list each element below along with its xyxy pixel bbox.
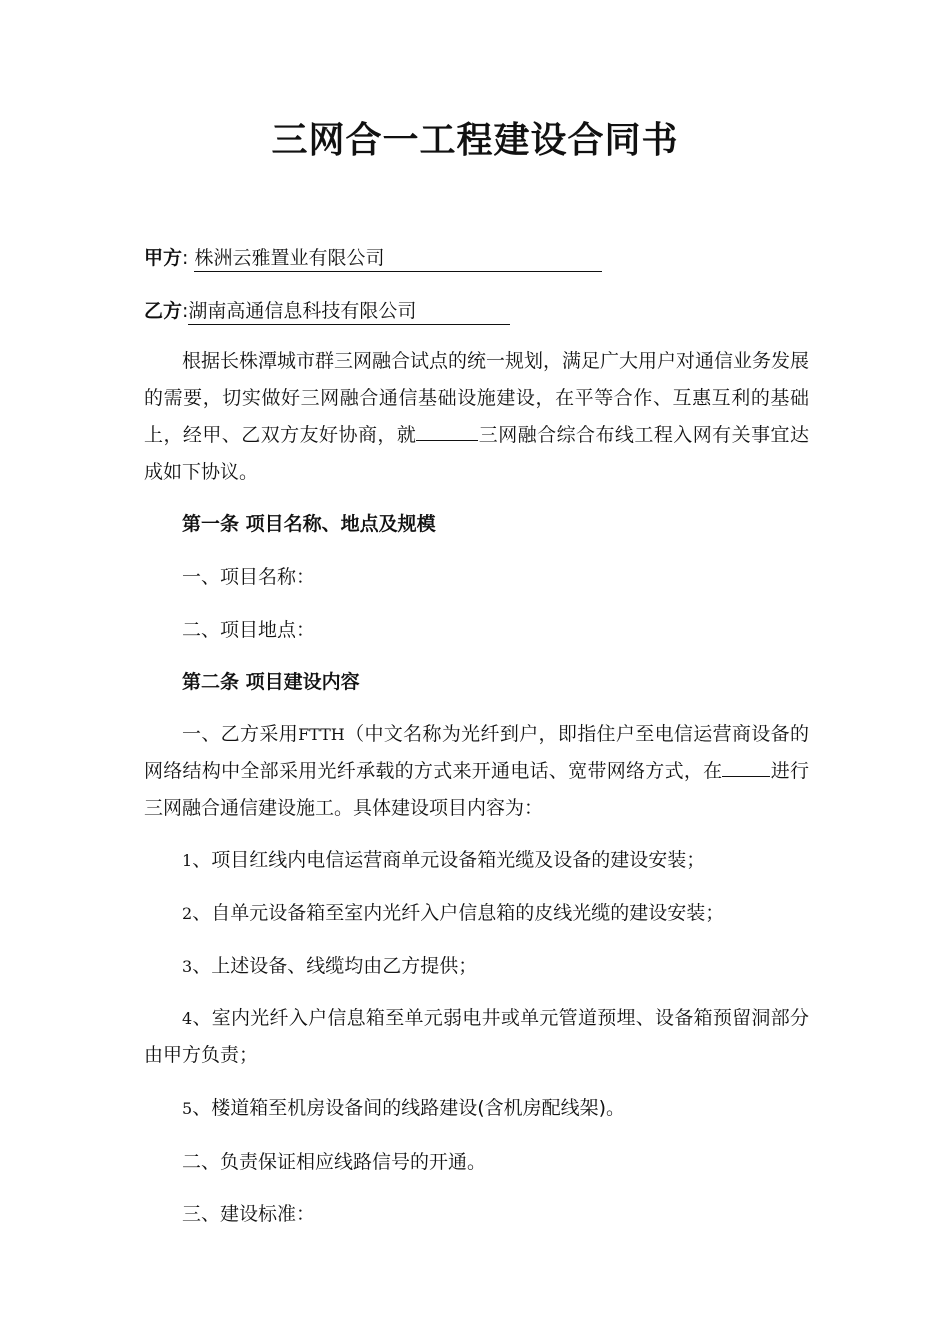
article-2-heading: 第二条 项目建设内容 [182, 671, 360, 693]
project-name-item: 一、项目名称： [182, 566, 316, 588]
sub-item-5 [182, 1090, 847, 1127]
signal-item: 二、负责保证相应线路信号的开通。 [182, 1151, 487, 1173]
party-b-value: 湖南高通信息科技有限公司 [188, 298, 510, 325]
party-a-label: 甲方 [144, 247, 183, 269]
intro-paragraph [144, 343, 809, 491]
intro-text-1: 根据长株潭城市群三网融合试点的统一规划，满足广大用户对通信业务发展的需要，切实做好三网融合通信基础设施建设，在平等合作、互惠互利的基础上，经甲、乙双方友好协商，就 [144, 350, 810, 446]
sub-item-2-number: 2 [182, 904, 193, 923]
sub-item-2-text: 、自单元设备箱至室内光纤入户信息箱的皮线光缆的建设安装； [192, 902, 725, 924]
standard-item: 三、建设标准： [182, 1203, 316, 1225]
sub-item-2 [182, 895, 847, 932]
sub-item-4-text: 、室内光纤入户信息箱至单元弱电井或单元管道预埋、设备箱预留洞部分由甲方负责； [144, 1007, 809, 1066]
party-a-colon: : [182, 247, 189, 269]
document-title: 三网合一工程建设合同书 [271, 120, 679, 161]
project-name-blank [416, 420, 478, 441]
project-location-item: 二、项目地点： [182, 619, 316, 641]
paragraph-1-text-c: 进行三网融合通信建设施工。具体建设项目内容为： [144, 760, 809, 819]
party-b-line [144, 293, 809, 329]
sub-item-1 [182, 842, 847, 879]
party-b-colon: : [182, 300, 189, 322]
location-blank [722, 756, 770, 777]
party-b-label: 乙方 [144, 300, 183, 322]
sub-item-5-text: 、楼道箱至机房设备间的线路建设(含机房配线架)。 [192, 1097, 626, 1119]
sub-item-5-number: 5 [182, 1099, 193, 1118]
sub-item-4 [144, 1000, 809, 1074]
sub-item-3-text: 、上述设备、线缆均由乙方提供； [192, 955, 478, 977]
sub-item-1-number: 1 [182, 851, 193, 870]
intro-text-2: 三网融合综合布线工程入网有关事宜达成如下协议。 [144, 424, 809, 483]
sub-item-1-text: 、项目红线内电信运营商单元设备箱光缆及设备的建设安装； [192, 849, 706, 871]
sub-item-4-number: 4 [182, 1009, 193, 1028]
ftth-term: FTTH [298, 725, 345, 744]
party-a-value: 株洲云雅置业有限公司 [194, 245, 602, 272]
paragraph-1-text-a: 一、乙方采用 [182, 723, 299, 745]
party-a-line [144, 240, 809, 276]
article-2-paragraph-1 [144, 716, 809, 827]
sub-item-3 [182, 948, 847, 985]
paragraph-1-text-b: （中文名称为光纤到户，即指住户至电信运营商设备的网络结构中全部采用光纤承载的方式来开通电话、宽带网络方式，在 [144, 723, 809, 782]
sub-item-3-number: 3 [182, 957, 193, 976]
article-1-heading: 第一条 项目名称、地点及规模 [182, 513, 436, 535]
